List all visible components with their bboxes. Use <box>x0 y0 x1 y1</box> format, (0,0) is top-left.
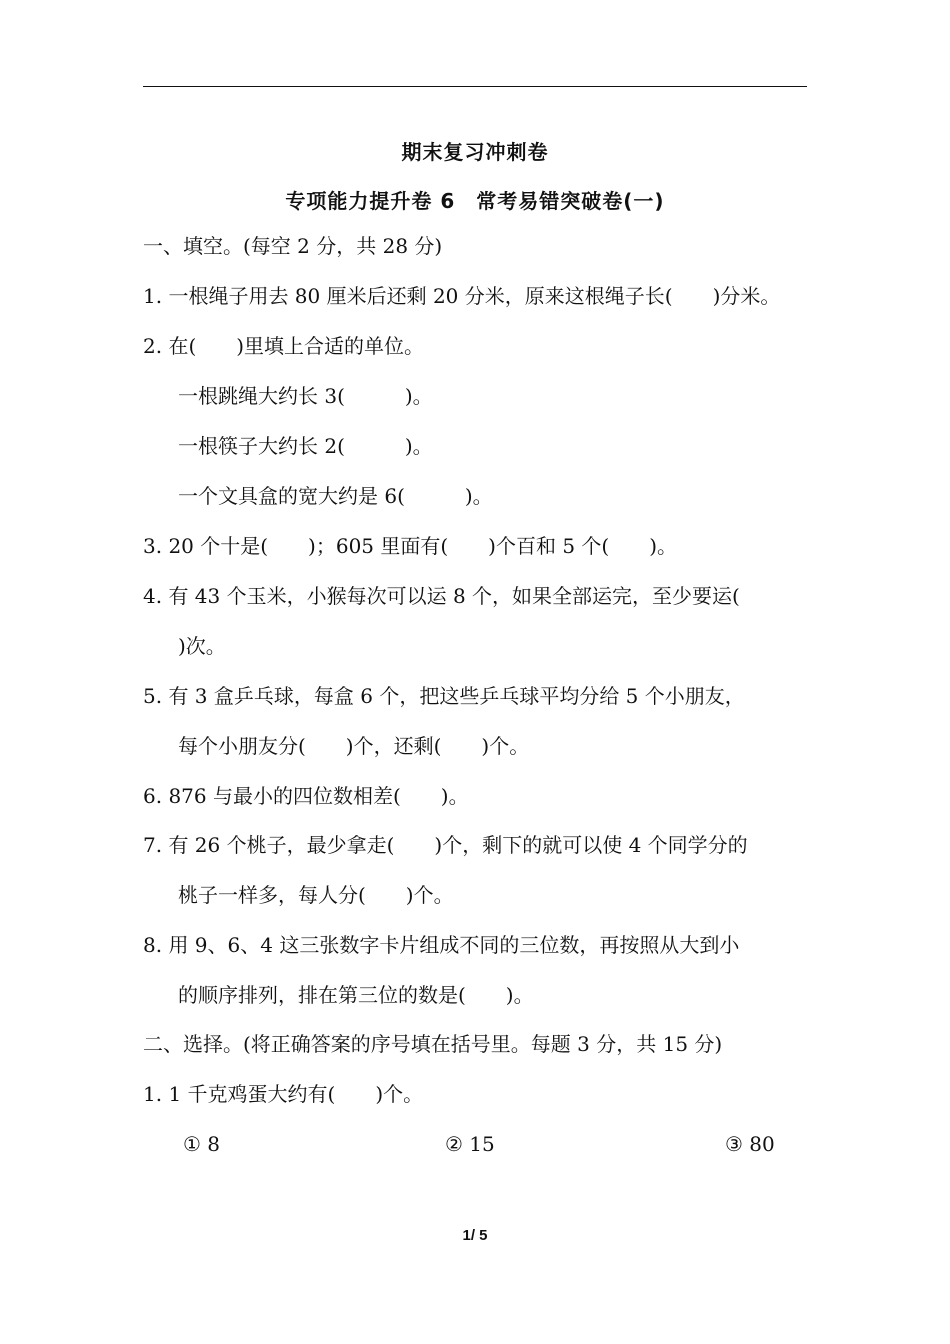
page-subtitle: 专项能力提升卷 6 常考易错突破卷(一) <box>285 189 665 213</box>
question-line: 7. 有 26 个桃子，最少拿走( )个，剩下的就可以使 4 个同学分的 <box>143 833 748 857</box>
page-title: 期末复习冲刺卷 <box>401 140 549 164</box>
question-line: 的顺序排列，排在第三位的数是( )。 <box>178 983 534 1007</box>
question-line: 1. 一根绳子用去 80 厘米后还剩 20 分米，原来这根绳子长( )分米。 <box>143 284 781 308</box>
option-3: ③ 80 <box>725 1132 775 1156</box>
question-line: 6. 876 与最小的四位数相差( )。 <box>143 784 469 808</box>
option-2: ② 15 <box>445 1132 495 1156</box>
section-1-heading: 一、填空。(每空 2 分，共 28 分) <box>143 234 443 258</box>
option-1: ① 8 <box>183 1132 221 1156</box>
question-line: 5. 有 3 盒乒乓球，每盒 6 个，把这些乒乓球平均分给 5 个小朋友， <box>143 684 745 708</box>
question-line: 一根跳绳大约长 3( )。 <box>178 384 433 408</box>
question-line: 4. 有 43 个玉米，小猴每次可以运 8 个，如果全部运完，至少要运( <box>143 584 740 608</box>
header-rule <box>143 86 807 87</box>
question-line: 1. 1 千克鸡蛋大约有( )个。 <box>143 1082 424 1106</box>
question-line: 桃子一样多，每人分( )个。 <box>178 883 454 907</box>
section-2-heading: 二、选择。(将正确答案的序号填在括号里。每题 3 分，共 15 分) <box>143 1032 723 1056</box>
question-line: 2. 在( )里填上合适的单位。 <box>143 334 425 358</box>
question-line: )次。 <box>178 634 226 658</box>
question-line: 一个文具盒的宽大约是 6( )。 <box>178 484 493 508</box>
question-line: 8. 用 9、6、4 这三张数字卡片组成不同的三位数，再按照从大到小 <box>143 933 740 957</box>
question-line: 3. 20 个十是( )；605 里面有( )个百和 5 个( )。 <box>143 534 678 558</box>
question-line: 一根筷子大约长 2( )。 <box>178 434 433 458</box>
question-line: 每个小朋友分( )个，还剩( )个。 <box>178 734 530 758</box>
page-number: 1/ 5 <box>462 1227 488 1244</box>
